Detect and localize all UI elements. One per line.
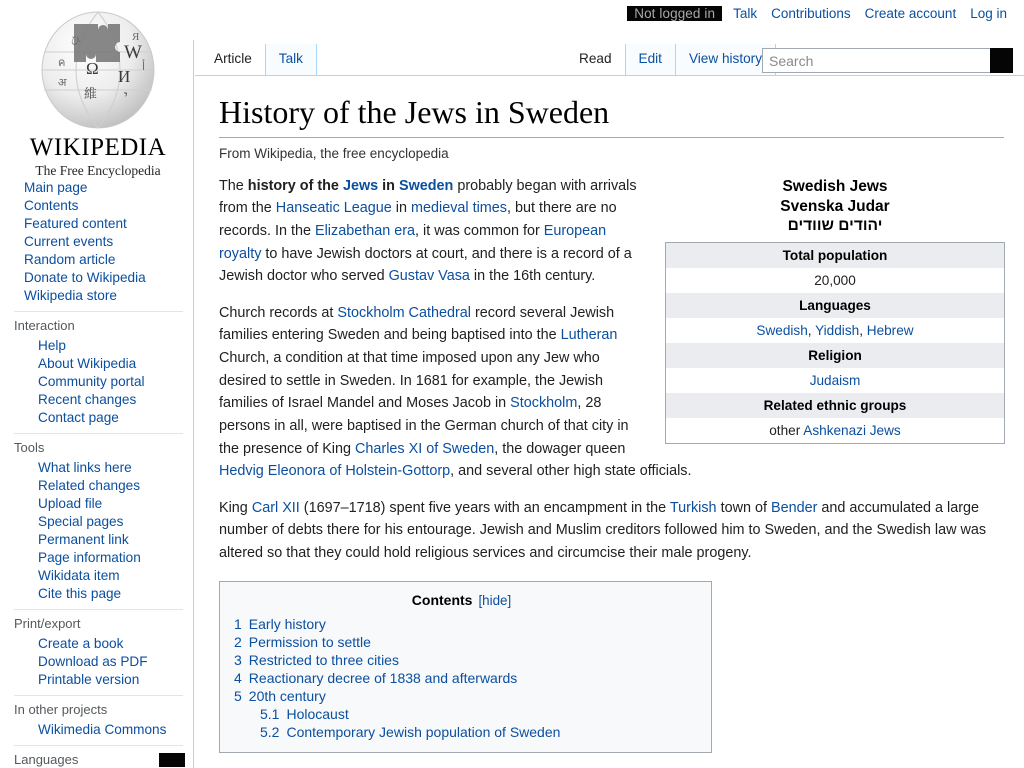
- tab-talk[interactable]: Talk: [265, 44, 317, 75]
- sidebar-item-wikipedia-store[interactable]: Wikipedia store: [24, 288, 117, 303]
- toc-entry[interactable]: [234, 688, 689, 740]
- svg-text:Ω: Ω: [86, 59, 99, 78]
- toc-title: [234, 592, 689, 608]
- sidebar-item-community-portal[interactable]: Community portal: [38, 374, 145, 389]
- link-european-royalty[interactable]: European royalty: [219, 223, 607, 262]
- not-logged-in-label: Not logged in: [627, 6, 722, 21]
- infobox-link-hebrew[interactable]: Hebrew: [866, 323, 914, 339]
- sidebar-divider: [14, 311, 183, 312]
- text: probably began with arrivals from the: [219, 177, 637, 217]
- languages-edit-box[interactable]: [159, 753, 185, 767]
- sidebar-item-about-wikipedia[interactable]: About Wikipedia: [38, 356, 137, 371]
- sidebar-portal-list: [0, 458, 195, 602]
- toc-subentry[interactable]: [260, 724, 689, 740]
- link-carl-xii[interactable]: Carl XII: [251, 499, 300, 516]
- infobox-title: [665, 175, 1005, 242]
- infobox-header-row: [666, 393, 1005, 418]
- toc-label: Restricted to three cities: [248, 651, 399, 668]
- sidebar-item-random-article[interactable]: Random article: [24, 252, 116, 267]
- infobox-title-line2: Svenska Judar: [780, 197, 890, 215]
- text: Church records at: [219, 304, 338, 321]
- infobox-value: [666, 418, 1005, 444]
- sidebar-item-page-information[interactable]: Page information: [38, 550, 141, 565]
- tab-article[interactable]: Article: [200, 44, 266, 75]
- sidebar-item[interactable]: [0, 196, 195, 214]
- sidebar-item-upload-file[interactable]: Upload file: [38, 496, 103, 511]
- infobox-value-row: [666, 368, 1005, 393]
- toc-entry[interactable]: [234, 652, 689, 668]
- infobox-value: Swedish, Yiddish, Hebrew: [666, 318, 1005, 343]
- sidebar-portal: [0, 311, 195, 426]
- text: Church, a condition at that time imposed upon any Jew who desired to settle in Sweden. In 1681 for example, the Jewish families of Israel Mandel and Moses Jacob in: [219, 350, 603, 412]
- sidebar-item[interactable]: [0, 512, 195, 530]
- toc-link-permission-to-settle[interactable]: [234, 634, 371, 650]
- text: , but there are no records. In the: [219, 200, 617, 240]
- sidebar-portal-heading: Tools: [14, 440, 45, 455]
- sidebar-item-help[interactable]: Help: [38, 338, 66, 353]
- sidebar-divider: [14, 745, 183, 746]
- contributions-link[interactable]: Contributions: [771, 6, 851, 21]
- svg-text:W: W: [124, 42, 142, 63]
- wikipedia-globe-puzzle-icon: [30, 6, 166, 134]
- sidebar-navigation: [0, 178, 195, 768]
- sidebar-item[interactable]: [0, 584, 195, 602]
- sidebar-item-current-events[interactable]: Current events: [24, 234, 114, 249]
- text: to have Jewish doctors at court, and there is a record of a Jewish doctor who served: [219, 245, 632, 285]
- tab-read[interactable]: Read: [565, 44, 626, 75]
- sidebar-divider: [14, 695, 183, 696]
- toc-label: Reactionary decree of 1838 and afterwards: [248, 669, 518, 686]
- sidebar-divider: [14, 609, 183, 610]
- text: , it was common for: [415, 223, 544, 240]
- content-left-border: [193, 40, 194, 768]
- infobox-value: [666, 268, 1005, 293]
- link-lutheran[interactable]: Lutheran: [560, 327, 618, 344]
- sidebar-item[interactable]: [0, 336, 195, 354]
- toc-title-label: Contents: [411, 591, 473, 608]
- sidebar-item[interactable]: [0, 476, 195, 494]
- sidebar-item-special-pages[interactable]: Special pages: [38, 514, 124, 529]
- infobox-header-row: [666, 243, 1005, 269]
- page-title: History of the Jews in Sweden: [219, 94, 1004, 138]
- text: , 28 persons in all, were baptised in the German church of that city in the presence of King: [219, 395, 629, 457]
- toc-list: [234, 616, 689, 740]
- text: (1697–1718) spent five years with an encampment in the: [299, 499, 670, 516]
- sidebar-item-wikimedia-commons[interactable]: Wikimedia Commons: [38, 722, 167, 737]
- link-elizabethan-era[interactable]: Elizabethan era: [315, 223, 416, 240]
- sidebar-portal-list: [0, 336, 195, 426]
- tab-view-history[interactable]: View history: [675, 44, 776, 75]
- toc-link-contemporary-jewish-population-of-sweden[interactable]: [260, 724, 560, 740]
- namespace-tabs: [200, 44, 316, 75]
- sidebar-item-donate-to-wikipedia[interactable]: Donate to Wikipedia: [24, 270, 146, 285]
- infobox-header-label: Total population: [666, 243, 1005, 269]
- toc-label: Contemporary Jewish population of Sweden: [286, 723, 561, 740]
- sidebar-portal: [0, 178, 195, 304]
- toc-label: Holocaust: [286, 705, 349, 722]
- personal-link-talk[interactable]: [726, 6, 764, 21]
- link-stockholm[interactable]: Stockholm: [510, 395, 578, 412]
- sidebar-item[interactable]: [0, 372, 195, 390]
- toc-entry[interactable]: [234, 634, 689, 650]
- text: town of: [716, 499, 771, 516]
- sidebar-portal-list: [0, 178, 195, 304]
- sidebar-item[interactable]: [0, 458, 195, 476]
- toc-sublist: [260, 706, 689, 740]
- sidebar-portal-languages: [0, 745, 195, 768]
- text: , and several other high state officials.: [450, 463, 692, 480]
- svg-text:अ: अ: [58, 77, 67, 89]
- toc-entry[interactable]: [234, 616, 689, 632]
- toc-link-reactionary-decree-of-1838-and-afterwards[interactable]: [234, 670, 517, 686]
- toc-number: 4: [234, 669, 242, 686]
- link-stockholm-cathedral[interactable]: Stockholm Cathedral: [337, 304, 471, 321]
- sidebar-portal-heading: In other projects: [14, 702, 108, 717]
- svg-text:Я: Я: [132, 31, 140, 43]
- toc-link-holocaust[interactable]: [260, 706, 349, 722]
- sidebar-item[interactable]: [0, 670, 195, 688]
- text: record several Jewish families entering Sweden and being baptised into the: [219, 304, 615, 344]
- sidebar-item-contact-page[interactable]: Contact page: [38, 410, 119, 425]
- talk-link[interactable]: Talk: [733, 6, 758, 21]
- svg-text:أ: أ: [142, 61, 146, 73]
- sidebar-portal-list: [0, 634, 195, 688]
- sidebar-item[interactable]: [0, 494, 195, 512]
- text: in: [378, 177, 399, 194]
- sidebar-portal: [0, 609, 195, 688]
- infobox-link-swedish[interactable]: Swedish: [756, 323, 808, 339]
- sidebar-item[interactable]: [0, 634, 195, 652]
- languages-label: Languages: [14, 752, 79, 767]
- infobox-header-label: Related ethnic groups: [666, 393, 1005, 418]
- view-tabs: [565, 44, 775, 75]
- toc-hide-toggle[interactable]: [hide]: [478, 592, 512, 608]
- sidebar-item-main-page[interactable]: Main page: [24, 180, 88, 195]
- link-gustav-vasa[interactable]: Gustav Vasa: [388, 268, 470, 285]
- svg-text:И: И: [118, 67, 131, 86]
- personal-link-log-in[interactable]: [963, 6, 1014, 21]
- wikipedia-tagline: The Free Encyclopedia: [35, 163, 161, 178]
- sidebar-item-permanent-link[interactable]: Permanent link: [38, 532, 129, 547]
- text: and accumulated a large number of debts there for his entourage. Jewish and Muslim creditors followed him to Sweden, and the Swedish law was altered so that they could hold religious services and circumcise their male progeny.: [219, 499, 987, 561]
- toc-label: 20th century: [248, 687, 326, 704]
- toc-link-20th-century[interactable]: [234, 688, 326, 704]
- svg-text:י: י: [124, 89, 128, 104]
- sidebar-item[interactable]: [0, 548, 195, 566]
- sidebar-item-download-as-pdf[interactable]: Download as PDF: [38, 654, 148, 669]
- sidebar-item-contents[interactable]: Contents: [24, 198, 79, 213]
- text: in: [391, 200, 412, 217]
- sidebar-item[interactable]: [0, 354, 195, 372]
- text: King: [219, 499, 252, 516]
- sidebar-item-related-changes[interactable]: Related changes: [38, 478, 141, 493]
- infobox-link-ashkenazi-jews[interactable]: Ashkenazi Jews: [803, 423, 901, 439]
- link-turkish[interactable]: Turkish: [669, 499, 717, 516]
- lead-bold-term: [248, 178, 454, 194]
- sidebar-divider: [14, 433, 183, 434]
- sidebar-item-printable-version[interactable]: Printable version: [38, 672, 140, 687]
- infobox-title-line1: Swedish Jews: [782, 177, 888, 195]
- search-form: [762, 48, 1013, 73]
- table-of-contents: [219, 581, 712, 753]
- sidebar-item-featured-content[interactable]: Featured content: [24, 216, 127, 231]
- text: history of the: [247, 177, 343, 194]
- infobox-header-row: [666, 293, 1005, 318]
- sidebar-portal-heading-languages: [0, 752, 195, 768]
- sidebar-item[interactable]: [0, 214, 195, 232]
- infobox-header-label: Religion: [666, 343, 1005, 368]
- sidebar-item-cite-this-page[interactable]: Cite this page: [38, 586, 122, 601]
- sidebar-item-wikidata-item[interactable]: Wikidata item: [38, 568, 120, 583]
- infobox: [665, 175, 1005, 444]
- sidebar-portal-list: [0, 720, 195, 738]
- toc-label: Permission to settle: [248, 633, 371, 650]
- toc-label: Early history: [248, 615, 326, 632]
- toc-subentry[interactable]: [260, 706, 689, 722]
- text: in the 16th century.: [469, 268, 596, 285]
- sidebar-item[interactable]: [0, 286, 195, 304]
- svg-text:ค: ค: [58, 57, 66, 69]
- text: The: [219, 177, 248, 194]
- infobox-value-text: 20,000: [814, 273, 856, 289]
- link-bender[interactable]: Bender: [770, 499, 818, 516]
- sidebar-item[interactable]: [0, 652, 195, 670]
- sidebar-item-recent-changes[interactable]: Recent changes: [38, 392, 137, 407]
- sidebar-portal: [0, 695, 195, 738]
- sidebar-item[interactable]: [0, 408, 195, 426]
- link-hanseatic-league[interactable]: Hanseatic League: [275, 200, 392, 217]
- toc-number: 1: [234, 615, 242, 632]
- infobox-header-row: [666, 343, 1005, 368]
- link-hedvig-eleonora[interactable]: Hedvig Eleonora of Holstein-Gottorp: [219, 463, 451, 480]
- toc-number: 5.1: [260, 705, 280, 722]
- tab-edit[interactable]: Edit: [625, 44, 676, 75]
- link-medieval-times[interactable]: medieval times: [411, 200, 507, 217]
- log-in-link[interactable]: Log in: [970, 6, 1007, 21]
- sidebar-item[interactable]: [0, 178, 195, 196]
- infobox-value-row: [666, 418, 1005, 444]
- text: , the dowager queen: [494, 440, 626, 457]
- infobox-link-judaism[interactable]: Judaism: [809, 373, 861, 389]
- personal-link-contributions[interactable]: [764, 6, 858, 21]
- infobox-value-text: other: [769, 423, 804, 439]
- link-jews[interactable]: Jews: [342, 177, 379, 194]
- sidebar: [0, 0, 195, 768]
- infobox-value: [666, 368, 1005, 393]
- infobox-link-yiddish[interactable]: Yiddish: [815, 323, 860, 339]
- toc-link-restricted-to-three-cities[interactable]: [234, 652, 399, 668]
- personal-link-create-account[interactable]: [858, 6, 964, 21]
- toc-number: 5.2: [260, 723, 280, 740]
- sidebar-item[interactable]: [0, 720, 195, 738]
- sidebar-portal: [0, 433, 195, 602]
- sidebar-portal-heading: Print/export: [14, 616, 81, 631]
- wikipedia-wordmark: WIKIPEDIA: [29, 134, 167, 161]
- article-body: [219, 175, 1005, 753]
- sidebar-item[interactable]: [0, 268, 195, 286]
- toc-entry[interactable]: [234, 670, 689, 686]
- infobox-title-line3: יהודים שוודים: [787, 217, 883, 235]
- sidebar-item[interactable]: [0, 250, 195, 268]
- toc-link-early-history[interactable]: [234, 616, 326, 632]
- link-sweden[interactable]: Sweden: [398, 177, 454, 194]
- svg-text:維: 維: [84, 86, 98, 101]
- sidebar-item[interactable]: [0, 232, 195, 250]
- site-subtitle: From Wikipedia, the free encyclopedia: [219, 145, 449, 161]
- sidebar-item-create-a-book[interactable]: Create a book: [38, 636, 124, 651]
- link-charles-xi-of-sweden[interactable]: Charles XI of Sweden: [355, 440, 495, 457]
- search-input[interactable]: [762, 48, 990, 73]
- toc-number: 5: [234, 687, 242, 704]
- toc-number: 3: [234, 651, 242, 668]
- wikipedia-logo[interactable]: [18, 6, 178, 178]
- tabs-underline: [195, 75, 1024, 76]
- sidebar-item[interactable]: [0, 566, 195, 584]
- sidebar-item[interactable]: [0, 390, 195, 408]
- paragraph-3: [219, 497, 1005, 565]
- sidebar-item-what-links-here[interactable]: What links here: [38, 460, 132, 475]
- infobox-value-row: [666, 318, 1005, 343]
- main-content: [195, 80, 1024, 768]
- personal-tools-list: [627, 6, 1014, 21]
- search-icon[interactable]: [990, 48, 1013, 73]
- sidebar-portal-heading: Interaction: [14, 318, 75, 333]
- create-account-link[interactable]: Create account: [864, 6, 957, 21]
- infobox-header-label: Languages: [666, 293, 1005, 318]
- sidebar-item[interactable]: [0, 530, 195, 548]
- svg-text:ひ: ひ: [70, 35, 81, 47]
- infobox-value-row: [666, 268, 1005, 293]
- toc-number: 2: [234, 633, 242, 650]
- infobox-table: [665, 242, 1005, 444]
